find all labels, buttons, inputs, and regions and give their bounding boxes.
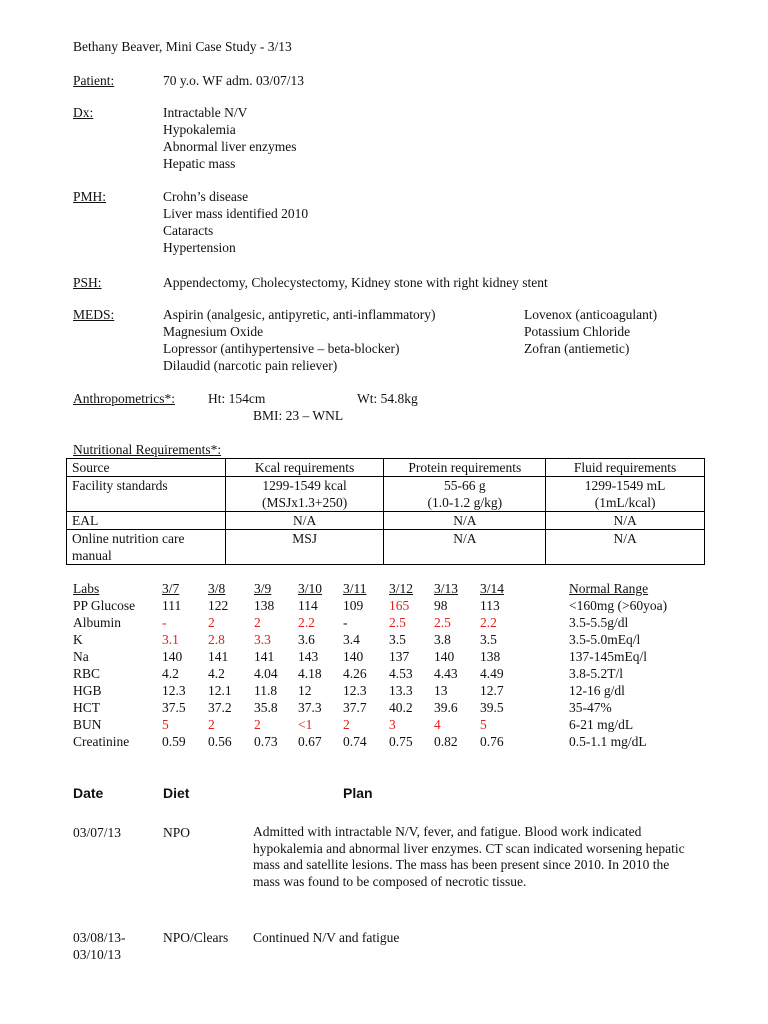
normal-range-value: 3.5-5.5g/dl: [569, 615, 629, 630]
med-item: Magnesium Oxide: [163, 324, 264, 339]
lab-date-header: 3/7: [162, 581, 180, 596]
labs-header: Labs: [73, 581, 100, 596]
lab-value: -: [162, 615, 167, 630]
lab-value: 138: [480, 649, 501, 664]
dx-item: Abnormal liver enzymes: [163, 139, 297, 154]
lab-value: 138: [254, 598, 275, 613]
anthro-label: Anthropometrics*:: [73, 391, 175, 406]
table-cell: N/A: [384, 530, 546, 565]
pmh-item: Liver mass identified 2010: [163, 206, 309, 221]
lab-value: 98: [434, 598, 448, 613]
kcal-value: 1299-1549 kcal: [262, 478, 347, 493]
plan-entry-text: Admitted with intractable N/V, fever, and fatigue. Blood work indicated hypokalemia and abnormal liver enzymes. CT scan indicated worsening hepatic mass and satellite lesions. The mass has been present since 2010. In 2010 the mass was found to be composed of necrotic tissue.: [253, 824, 685, 889]
lab-value: 140: [162, 649, 183, 664]
med-item: Aspirin (analgesic, antipyretic, anti-inflammatory): [163, 307, 436, 322]
pmh-list: [163, 188, 308, 256]
protein-formula: (1.0-1.2 g/kg): [427, 495, 503, 510]
fluid-value: 1299-1549 mL: [584, 478, 666, 493]
normal-range-value: 12-16 g/dl: [569, 683, 625, 698]
lab-value: 2.2: [298, 615, 315, 630]
lab-value: 12.3: [162, 683, 186, 698]
lab-value: 3.6: [298, 632, 315, 647]
normal-range-value: 0.5-1.1 mg/dL: [569, 734, 647, 749]
table-cell: MSJ: [225, 530, 384, 565]
lab-value: 0.82: [434, 734, 458, 749]
lab-value: 4: [434, 717, 441, 732]
lab-value: 0.73: [254, 734, 278, 749]
lab-value: 2.5: [434, 615, 451, 630]
normal-range-value: 6-21 mg/dL: [569, 717, 634, 732]
lab-value: 165: [389, 598, 410, 613]
lab-value: 4.53: [389, 666, 413, 681]
lab-value: 12.3: [343, 683, 367, 698]
lab-date-header: 3/9: [254, 581, 272, 596]
lab-value: 0.59: [162, 734, 186, 749]
table-cell: EAL: [67, 512, 226, 530]
lab-value: 2.8: [208, 632, 225, 647]
table-cell: N/A: [546, 530, 705, 565]
lab-value: 2: [254, 615, 261, 630]
lab-name: Albumin: [73, 615, 122, 630]
med-item: Lopressor (antihypertensive – beta-blocker): [163, 341, 400, 356]
pmh-label: PMH:: [73, 189, 107, 204]
lab-value: 0.75: [389, 734, 413, 749]
normal-range-value: 3.8-5.2T/l: [569, 666, 623, 681]
plan-plan-header: Plan: [343, 785, 373, 801]
lab-date-header: 3/13: [434, 581, 459, 596]
table-row: [67, 530, 705, 565]
lab-name: HCT: [73, 700, 100, 715]
lab-value: 4.18: [298, 666, 322, 681]
lab-value: 3.4: [343, 632, 360, 647]
lab-value: 37.7: [343, 700, 367, 715]
table-row: [67, 477, 705, 512]
lab-value: 4.2: [162, 666, 179, 681]
lab-value: 11.8: [254, 683, 278, 698]
lab-value: 0.76: [480, 734, 504, 749]
source-line: manual: [72, 548, 112, 563]
lab-value: -: [343, 615, 348, 630]
plan-entry-text: Continued N/V and fatigue: [253, 930, 400, 945]
normal-range-value: 35-47%: [569, 700, 612, 715]
lab-value: 141: [254, 649, 275, 664]
lab-date-header: 3/12: [389, 581, 414, 596]
lab-value: 111: [162, 598, 182, 613]
lab-value: 4.49: [480, 666, 504, 681]
meds-label: MEDS:: [73, 307, 115, 322]
lab-value: 140: [434, 649, 455, 664]
labs-table: [0, 580, 768, 755]
lab-name: K: [73, 632, 83, 647]
lab-date-header: 3/11: [343, 581, 367, 596]
med-item: Zofran (antiemetic): [524, 341, 630, 356]
patient-value: 70 y.o. WF adm. 03/07/13: [163, 73, 304, 88]
lab-value: 39.6: [434, 700, 458, 715]
lab-value: 3: [389, 717, 396, 732]
pmh-item: Hypertension: [163, 240, 236, 255]
table-header-cell: Fluid requirements: [546, 459, 705, 477]
lab-value: <1: [298, 717, 313, 732]
table-cell: [67, 530, 226, 565]
lab-value: 3.1: [162, 632, 179, 647]
patient-label: Patient:: [73, 73, 115, 88]
lab-value: 2: [208, 717, 215, 732]
lab-value: 4.04: [254, 666, 278, 681]
lab-value: 4.2: [208, 666, 225, 681]
lab-value: 39.5: [480, 700, 504, 715]
plan-entry-date: 03/07/13: [73, 825, 122, 840]
lab-value: 140: [343, 649, 364, 664]
date-line: 03/08/13-: [73, 930, 126, 945]
dx-label: Dx:: [73, 105, 94, 120]
lab-value: 4.43: [434, 666, 458, 681]
table-cell: N/A: [384, 512, 546, 530]
lab-name: Na: [73, 649, 89, 664]
plan-entry-diet: NPO: [163, 825, 191, 840]
table-cell: [546, 477, 705, 512]
lab-date-header: 3/10: [298, 581, 323, 596]
lab-value: 13: [434, 683, 448, 698]
pmh-item: Cataracts: [163, 223, 214, 238]
normal-range-value: 3.5-5.0mEq/l: [569, 632, 641, 647]
plan-entry-diet: NPO/Clears: [163, 930, 229, 945]
kcal-formula: (MSJx1.3+250): [261, 495, 348, 510]
lab-value: 12: [298, 683, 312, 698]
lab-value: 114: [298, 598, 318, 613]
lab-value: 3.5: [389, 632, 406, 647]
lab-name: PP Glucose: [73, 598, 136, 613]
table-header-cell: Source: [67, 459, 226, 477]
table-cell: N/A: [225, 512, 384, 530]
plan-entry-date: [73, 929, 126, 963]
table-cell: N/A: [546, 512, 705, 530]
table-header-row: [67, 459, 705, 477]
lab-value: 4.26: [343, 666, 367, 681]
lab-value: 0.67: [298, 734, 322, 749]
table-header-cell: Kcal requirements: [225, 459, 384, 477]
lab-name: HGB: [73, 683, 102, 698]
normal-range-value: 137-145mEq/l: [569, 649, 647, 664]
lab-value: 109: [343, 598, 364, 613]
med-item: Lovenox (anticoagulant): [524, 307, 658, 322]
table-header-cell: Protein requirements: [384, 459, 546, 477]
lab-value: 40.2: [389, 700, 413, 715]
meds-list-primary: [163, 306, 436, 374]
lab-value: 12.1: [208, 683, 232, 698]
lab-value: 141: [208, 649, 229, 664]
document-title: Bethany Beaver, Mini Case Study - 3/13: [73, 39, 292, 54]
lab-value: 3.5: [480, 632, 497, 647]
lab-value: 2: [254, 717, 261, 732]
nutrition-requirements-table: [66, 458, 705, 565]
nutrition-label: Nutritional Requirements*:: [73, 442, 222, 457]
table-cell: [384, 477, 546, 512]
lab-date-header: 3/14: [480, 581, 505, 596]
lab-value: 0.56: [208, 734, 232, 749]
lab-value: 122: [208, 598, 229, 613]
lab-value: 2: [208, 615, 215, 630]
lab-value: 5: [480, 717, 487, 732]
lab-value: 37.3: [298, 700, 322, 715]
lab-value: 143: [298, 649, 319, 664]
table-row: [67, 512, 705, 530]
lab-value: 2.5: [389, 615, 406, 630]
lab-value: 35.8: [254, 700, 278, 715]
psh-label: PSH:: [73, 275, 102, 290]
lab-value: 2: [343, 717, 350, 732]
lab-name: Creatinine: [73, 734, 130, 749]
normal-range-header: Normal Range: [569, 581, 649, 596]
lab-value: 3.8: [434, 632, 451, 647]
date-line: 03/10/13: [73, 947, 122, 962]
plan-diet-header: Diet: [163, 785, 190, 801]
anthro-bmi: BMI: 23 – WNL: [253, 408, 344, 423]
dx-item: Intractable N/V: [163, 105, 248, 120]
lab-value: 12.7: [480, 683, 504, 698]
lab-value: 37.5: [162, 700, 186, 715]
dx-item: Hypokalemia: [163, 122, 236, 137]
lab-value: 137: [389, 649, 410, 664]
lab-date-header: 3/8: [208, 581, 226, 596]
dx-item: Hepatic mass: [163, 156, 236, 171]
anthro-height: Ht: 154cm: [208, 391, 266, 406]
lab-value: 113: [480, 598, 500, 613]
lab-value: 13.3: [389, 683, 413, 698]
source-line: Online nutrition care: [72, 531, 185, 546]
pmh-item: Crohn’s disease: [163, 189, 249, 204]
dx-list: [163, 104, 296, 172]
table-cell: Facility standards: [67, 477, 226, 512]
anthro-weight: Wt: 54.8kg: [357, 391, 418, 406]
lab-value: 0.74: [343, 734, 367, 749]
lab-value: 37.2: [208, 700, 232, 715]
med-item: Potassium Chloride: [524, 324, 631, 339]
meds-list-secondary: [524, 306, 657, 357]
psh-value: Appendectomy, Cholecystectomy, Kidney stone with right kidney stent: [163, 275, 548, 290]
lab-value: 5: [162, 717, 169, 732]
lab-name: RBC: [73, 666, 101, 681]
lab-name: BUN: [73, 717, 102, 732]
lab-value: 3.3: [254, 632, 271, 647]
lab-value: 2.2: [480, 615, 497, 630]
normal-range-value: <160mg (>60yoa): [569, 598, 668, 613]
med-item: Dilaudid (narcotic pain reliever): [163, 358, 338, 373]
table-cell: [225, 477, 384, 512]
plan-date-header: Date: [73, 785, 104, 801]
protein-value: 55-66 g: [444, 478, 486, 493]
fluid-formula: (1mL/kcal): [594, 495, 656, 510]
